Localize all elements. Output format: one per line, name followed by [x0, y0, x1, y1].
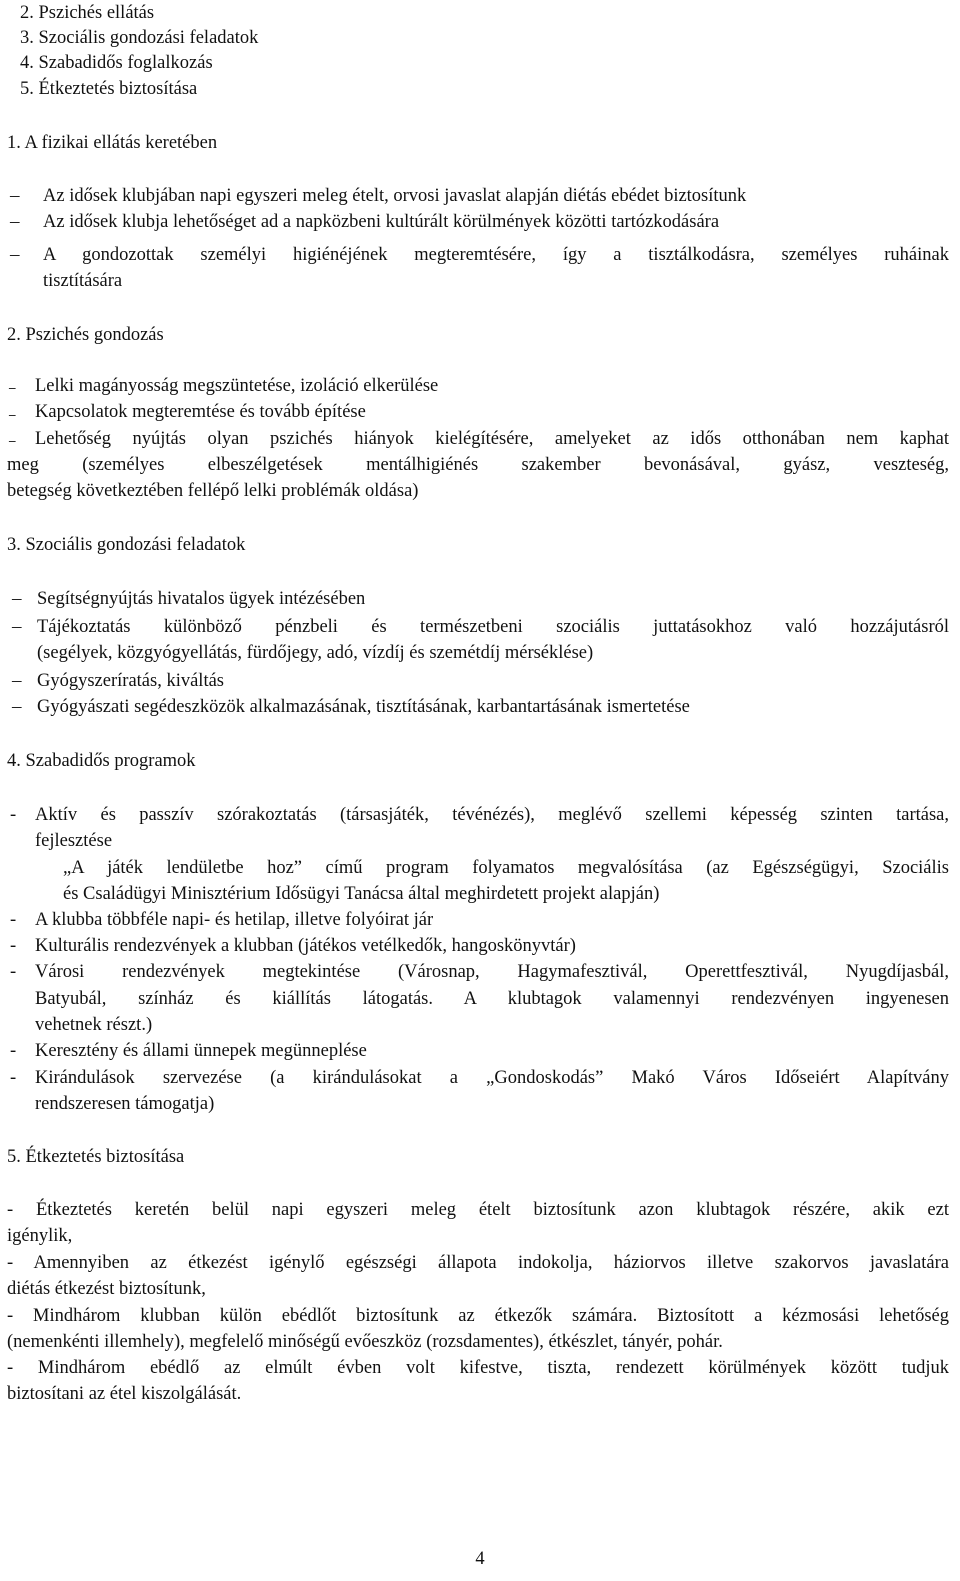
- paragraph-line: diétás étkezést biztosítunk,: [7, 1279, 206, 1299]
- list-item: Segítségnyújtás hivatalos ügyek intézésében: [37, 589, 366, 609]
- dash-bullet: -: [10, 962, 17, 982]
- paragraph-line: - Amennyiben az étkezést igénylő egészségi állapota indokolja, háziorvos illetve szakorvos javaslatára: [7, 1253, 949, 1273]
- section-heading: 5. Étkeztetés biztosítása: [7, 1147, 185, 1167]
- list-item: Keresztény és állami ünnepek megünneplése: [35, 1041, 367, 1061]
- list-item-sub: és Családügyi Minisztérium Idősügyi Tanácsa által meghirdetett projekt alapján): [63, 884, 660, 904]
- list-item-continuation: tisztítására: [43, 271, 123, 291]
- dash-bullet: –: [12, 616, 22, 637]
- list-item-continuation: meg (személyes elbeszélgetések mentálhigiénés szakember bevonásával, gyász, veszteség,: [7, 455, 949, 475]
- dash-bullet: -: [10, 1068, 17, 1088]
- dash-bullet: -: [10, 1041, 17, 1061]
- dash-bullet: _: [9, 375, 16, 390]
- list-item: Gyógyszeríratás, kiváltás: [37, 671, 224, 691]
- paragraph-line: (nemenkénti illemhely), megfelelő minőségű evőeszköz (rozsdamentes), étkészlet, tányér, pohár.: [7, 1332, 723, 1352]
- list-item: Kulturális rendezvények a klubban (játékos vetélkedők, hangoskönyvtár): [35, 936, 576, 956]
- page-number: 4: [475, 1549, 485, 1569]
- list-item: Tájékoztatás különböző pénzbeli és természetbeni szociális juttatásokhoz való hozzájutásról: [37, 617, 949, 637]
- list-item: A gondozottak személyi higiénéjének megteremtésére, így a tisztálkodásra, személyes ruháinak: [43, 245, 949, 265]
- dash-bullet: –: [12, 670, 22, 691]
- dash-bullet: _: [9, 428, 16, 443]
- toc-item: 2. Pszichés ellátás: [20, 3, 155, 23]
- list-item-continuation: Batyubál, színház és kiállítás látogatás. A klubtagok valamennyi rendezvényen ingyenesen: [35, 989, 949, 1009]
- list-item-continuation: betegség következtében fellépő lelki problémák oldása): [7, 481, 419, 501]
- dash-bullet: –: [12, 696, 22, 717]
- dash-bullet: –: [10, 244, 20, 265]
- dash-bullet: -: [10, 936, 17, 956]
- paragraph-line: - Étkeztetés keretén belül napi egyszeri meleg ételt biztosítunk azon klubtagok részére, akik ezt: [7, 1200, 949, 1220]
- list-item-continuation: (segélyek, közgyógyellátás, fürdőjegy, adó, vízdíj és szemétdíj mérséklése): [37, 643, 594, 663]
- paragraph-line: igénylik,: [7, 1226, 73, 1246]
- toc-item: 5. Étkeztetés biztosítása: [20, 79, 198, 99]
- list-item: Kapcsolatok megteremtése és tovább építése: [35, 402, 366, 422]
- list-item-continuation: rendszeresen támogatja): [35, 1094, 215, 1114]
- list-item-sub: „A játék lendületbe hoz” című program folyamatos megvalósítása (az Egészségügyi, Szociális: [63, 858, 949, 878]
- list-item: A klubba többféle napi- és hetilap, illetve folyóirat jár: [35, 910, 434, 930]
- dash-bullet: –: [10, 211, 20, 232]
- dash-bullet: -: [10, 910, 17, 930]
- list-item: Városi rendezvények megtekintése (Városnap, Hagymafesztivál, Operettfesztivál, Nyugdíjasbál,: [35, 962, 949, 982]
- paragraph-line: - Mindhárom klubban külön ebédlőt biztosítunk az étkezők számára. Biztosított a kézmosási lehetőség: [7, 1306, 949, 1326]
- toc-item: 3. Szociális gondozási feladatok: [20, 28, 259, 48]
- list-item: Gyógyászati segédeszközök alkalmazásának, tisztításának, karbantartásának ismertetése: [37, 697, 690, 717]
- section-heading: 3. Szociális gondozási feladatok: [7, 535, 246, 555]
- list-item-continuation: fejlesztése: [35, 831, 113, 851]
- toc-item: 4. Szabadidős foglalkozás: [20, 53, 213, 73]
- list-item-continuation: vehetnek részt.): [35, 1015, 153, 1035]
- list-item: Az idősek klubja lehetőséget ad a napközbeni kultúrált körülmények közötti tartózkodására: [43, 212, 720, 232]
- list-item: Az idősek klubjában napi egyszeri meleg ételt, orvosi javaslat alapján diétás ebédet biztosítunk: [43, 186, 747, 206]
- list-item: Lehetőség nyújtás olyan pszichés hiányok kielégítésére, amelyeket az idős otthonában nem kaphat: [35, 429, 949, 449]
- paragraph-line: biztosítani az étel kiszolgálását.: [7, 1384, 242, 1404]
- section-heading: 2. Pszichés gondozás: [7, 325, 164, 345]
- section-heading: 1. A fizikai ellátás keretében: [7, 133, 218, 153]
- dash-bullet: _: [9, 402, 16, 417]
- paragraph-line: - Mindhárom ebédlő az elmúlt évben volt kifestve, tiszta, rendezett körülmények között tudjuk: [7, 1358, 949, 1378]
- section-heading: 4. Szabadidős programok: [7, 751, 196, 771]
- list-item: Lelki magányosság megszüntetése, izoláció elkerülése: [35, 376, 439, 396]
- list-item: Kirándulások szervezése (a kirándulásokat a „Gondoskodás” Makó Város Időseiért Alapítvány: [35, 1068, 949, 1088]
- list-item: Aktív és passzív szórakoztatás (társasjáték, tévénézés), meglévő szellemi képesség szinten tartása,: [35, 805, 949, 825]
- dash-bullet: –: [12, 588, 22, 609]
- dash-bullet: –: [10, 185, 20, 206]
- dash-bullet: -: [10, 805, 17, 825]
